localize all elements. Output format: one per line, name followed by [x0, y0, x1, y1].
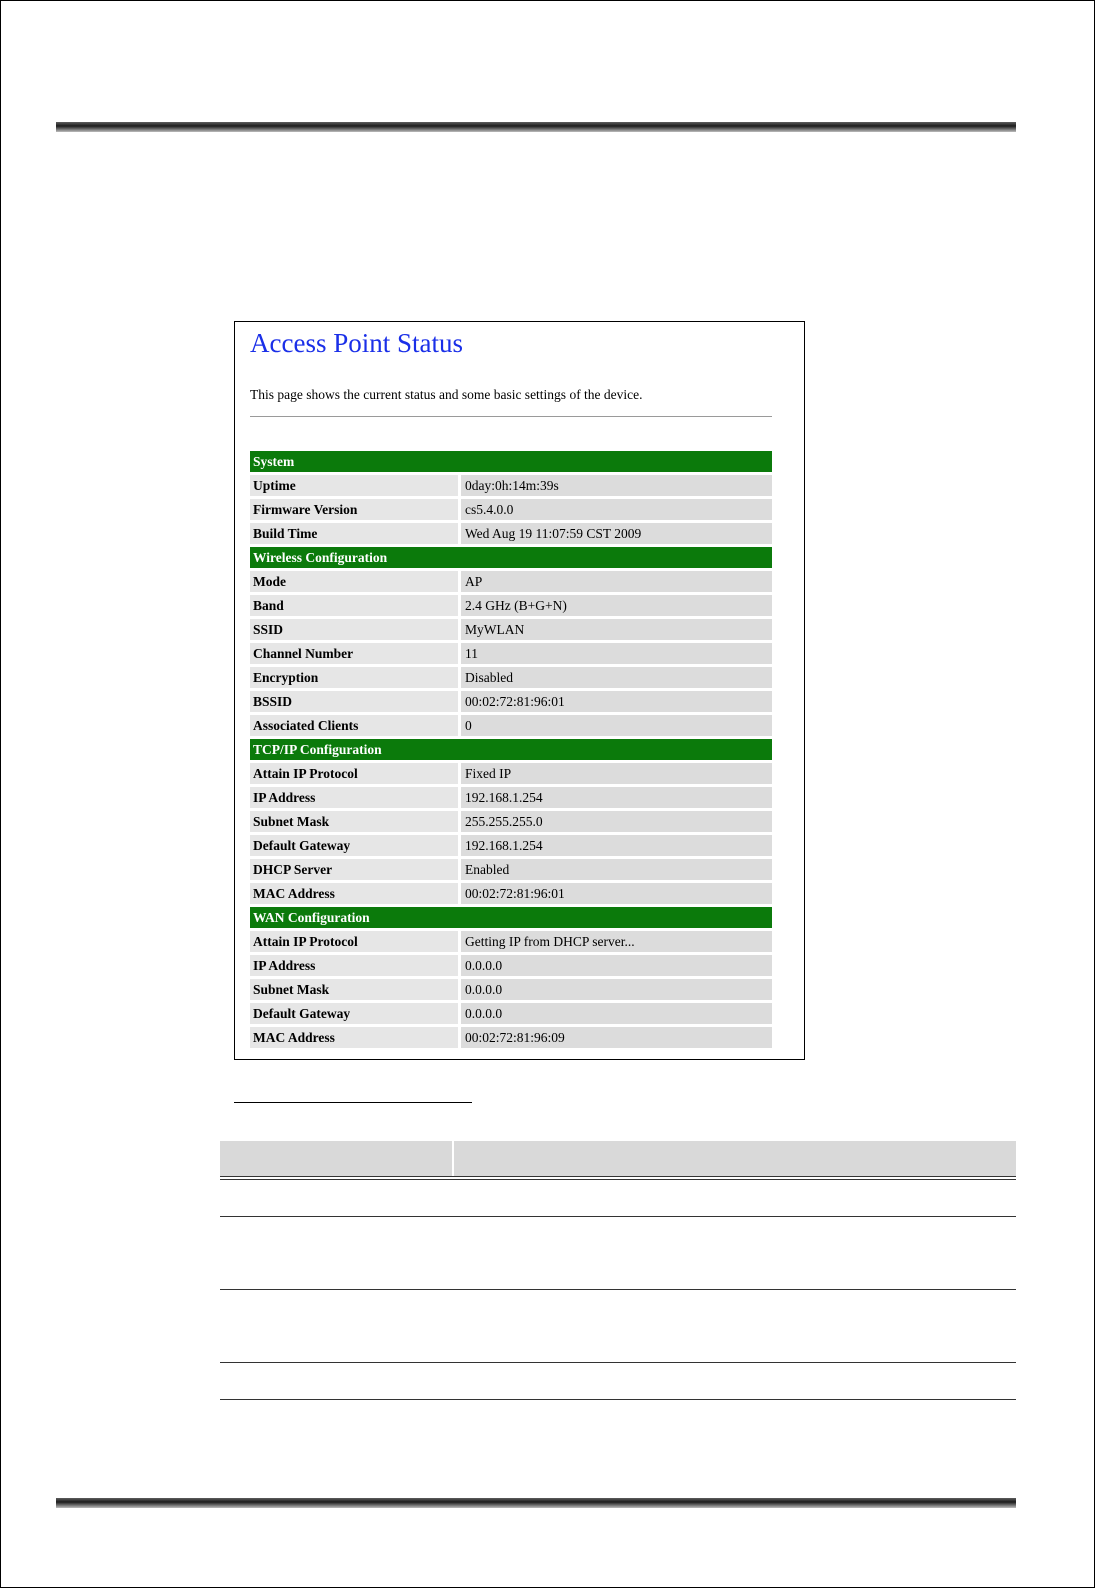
status-label: Attain IP Protocol [250, 931, 458, 952]
status-label: DHCP Server [250, 859, 458, 880]
status-row [250, 931, 772, 952]
status-value: Enabled [461, 859, 772, 880]
status-value: 00:02:72:81:96:09 [461, 1027, 772, 1048]
status-label: Band [250, 595, 458, 616]
table-header [220, 1141, 1016, 1177]
status-value: 0 [461, 715, 772, 736]
table-row [220, 1217, 1016, 1290]
status-label: Attain IP Protocol [250, 763, 458, 784]
status-row [250, 691, 772, 712]
status-row [250, 859, 772, 880]
status-label: Uptime [250, 475, 458, 496]
status-value: cs5.4.0.0 [461, 499, 772, 520]
status-row [250, 835, 772, 856]
status-value: 11 [461, 643, 772, 664]
status-row [250, 811, 772, 832]
status-value: AP [461, 571, 772, 592]
status-value: 00:02:72:81:96:01 [461, 883, 772, 904]
footer-rule [56, 1498, 1016, 1508]
status-value: Wed Aug 19 11:07:59 CST 2009 [461, 523, 772, 544]
status-row [250, 763, 772, 784]
status-value: 0.0.0.0 [461, 979, 772, 1000]
status-label: Channel Number [250, 643, 458, 664]
page-title: Access Point Status [250, 328, 463, 358]
status-value: 192.168.1.254 [461, 787, 772, 808]
status-value: 192.168.1.254 [461, 835, 772, 856]
status-label: MAC Address [250, 883, 458, 904]
status-value: Getting IP from DHCP server... [461, 931, 772, 952]
status-row [250, 643, 772, 664]
status-value: 255.255.255.0 [461, 811, 772, 832]
section-header: TCP/IP Configuration [250, 739, 772, 760]
status-row [250, 979, 772, 1000]
status-row [250, 883, 772, 904]
status-label: BSSID [250, 691, 458, 712]
status-label: Encryption [250, 667, 458, 688]
status-row [250, 595, 772, 616]
status-row [250, 955, 772, 976]
table-row [220, 1363, 1016, 1400]
status-value: 00:02:72:81:96:01 [461, 691, 772, 712]
status-label: Default Gateway [250, 1003, 458, 1024]
status-row [250, 667, 772, 688]
status-table [250, 451, 772, 1051]
header-cell [220, 1141, 454, 1176]
table-row [220, 1180, 1016, 1217]
header-rule [56, 122, 1016, 132]
status-label: IP Address [250, 787, 458, 808]
status-row [250, 523, 772, 544]
status-label: Default Gateway [250, 835, 458, 856]
status-value: 0.0.0.0 [461, 1003, 772, 1024]
status-label: SSID [250, 619, 458, 640]
status-value: Disabled [461, 667, 772, 688]
caption-underline [234, 1102, 472, 1103]
header-cell [454, 1141, 1016, 1176]
page-description: This page shows the current status and some basic settings of the device. [250, 387, 643, 402]
status-label: Subnet Mask [250, 811, 458, 832]
status-row [250, 475, 772, 496]
access-point-status-screenshot [234, 321, 805, 1060]
section-header: WAN Configuration [250, 907, 772, 928]
section-header: System [250, 451, 772, 472]
status-label: Mode [250, 571, 458, 592]
status-value: 2.4 GHz (B+G+N) [461, 595, 772, 616]
status-label: Subnet Mask [250, 979, 458, 1000]
status-value: 0day:0h:14m:39s [461, 475, 772, 496]
status-label: MAC Address [250, 1027, 458, 1048]
status-label: IP Address [250, 955, 458, 976]
status-label: Firmware Version [250, 499, 458, 520]
status-row [250, 787, 772, 808]
status-value: Fixed IP [461, 763, 772, 784]
status-value: MyWLAN [461, 619, 772, 640]
status-row [250, 1003, 772, 1024]
status-row [250, 715, 772, 736]
status-row [250, 1027, 772, 1048]
divider [250, 416, 772, 417]
table-row [220, 1290, 1016, 1363]
section-header: Wireless Configuration [250, 547, 772, 568]
status-label: Associated Clients [250, 715, 458, 736]
status-label: Build Time [250, 523, 458, 544]
status-row [250, 571, 772, 592]
status-row [250, 499, 772, 520]
status-row [250, 619, 772, 640]
description-table [220, 1141, 1016, 1400]
status-value: 0.0.0.0 [461, 955, 772, 976]
